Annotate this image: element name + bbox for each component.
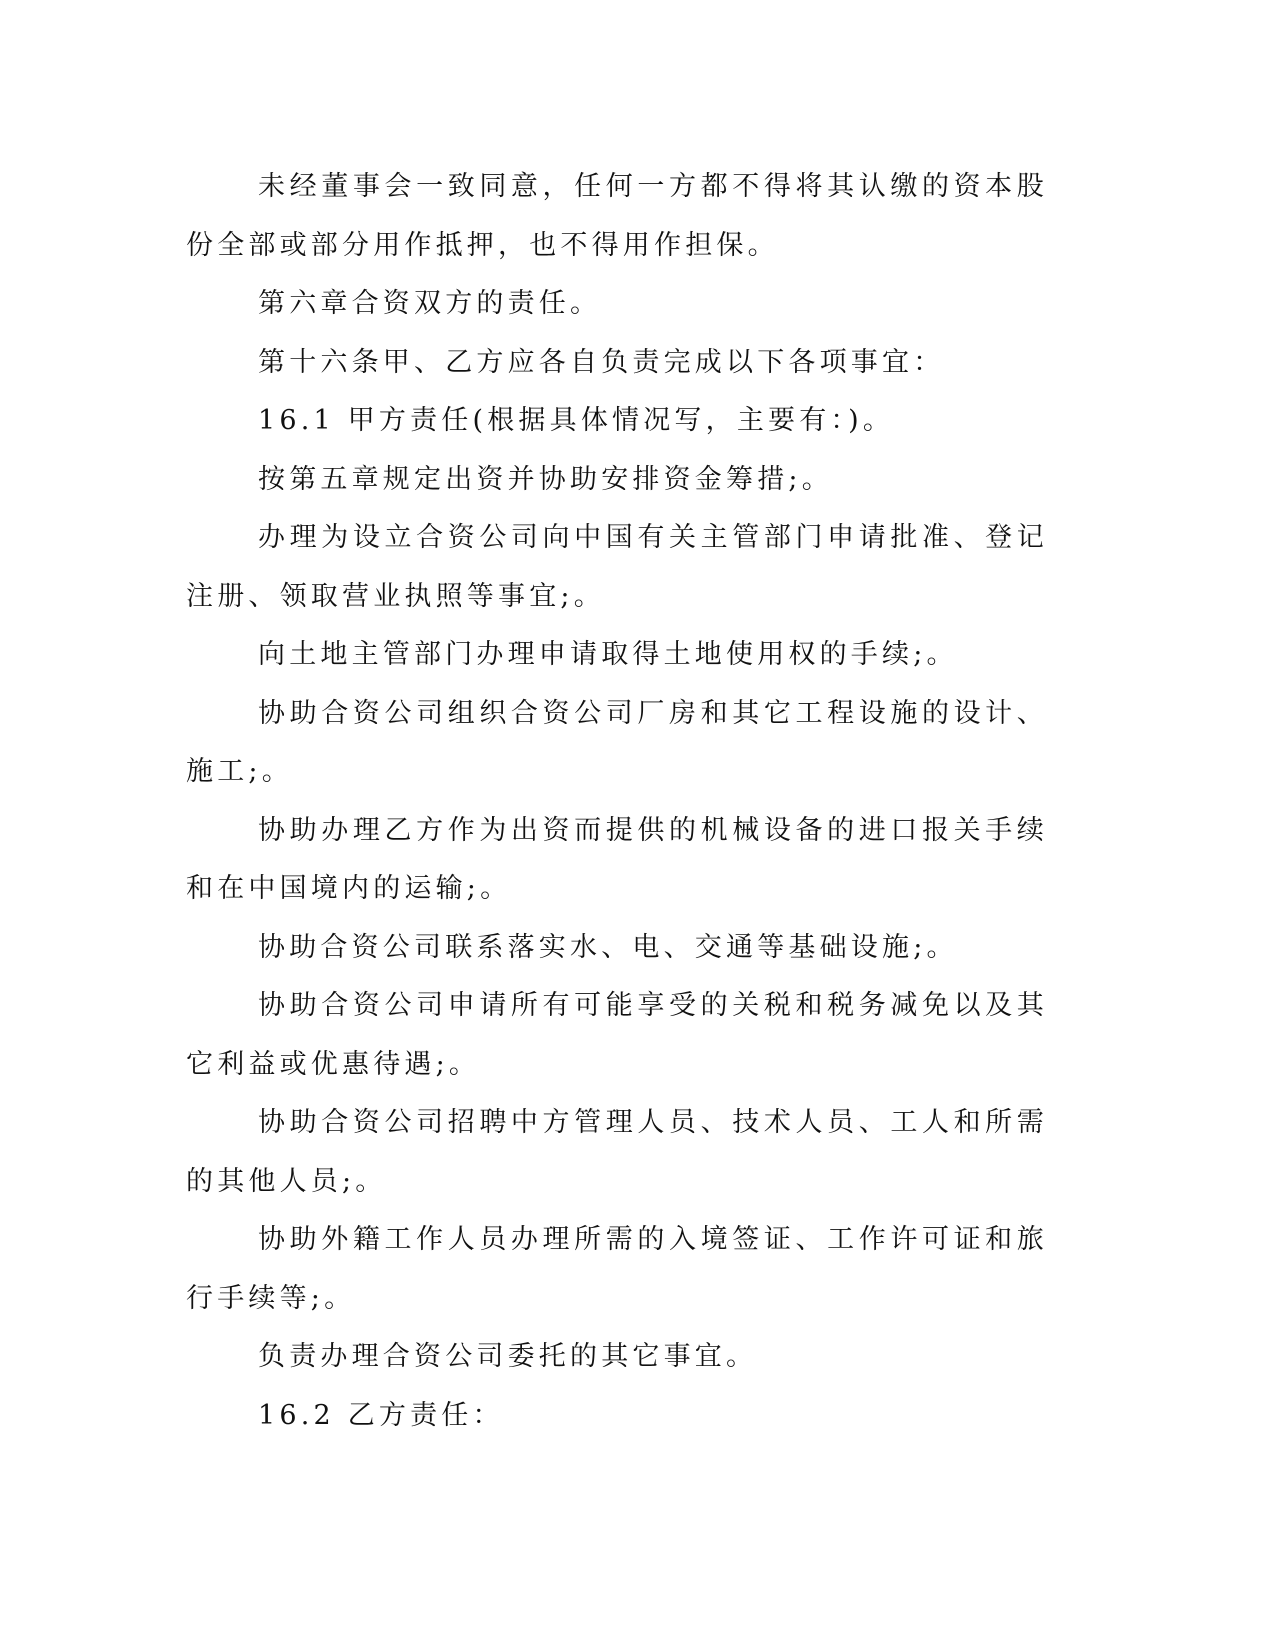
list-item: 协助办理乙方作为出资而提供的机械设备的进口报关手续和在中国境内的运输;。 (186, 814, 1048, 904)
list-item: 向土地主管部门办理申请取得土地使用权的手续;。 (258, 639, 958, 670)
article-heading: 第十六条甲、乙方应各自负责完成以下各项事宜： (258, 346, 945, 378)
list-item: 负责办理合资公司委托的其它事宜。 (258, 1341, 758, 1372)
list-item: 协助合资公司联系落实水、电、交通等基础设施;。 (258, 931, 958, 963)
section-heading-party-a: 16.1 甲方责任(根据具体情况写，主要有：)。 (258, 405, 895, 436)
paragraph-pledge-restriction: 未经董事会一致同意，任何一方都不得将其认缴的资本股份全部或部分用作抵押，也不得用作担保。 (186, 171, 1048, 261)
list-item: 协助外籍工作人员办理所需的入境签证、工作许可证和旅行手续等;。 (186, 1224, 1048, 1314)
document-body (186, 158, 1048, 1445)
chapter-heading: 第六章合资双方的责任。 (258, 288, 602, 319)
list-item: 办理为设立合资公司向中国有关主管部门申请批准、登记注册、领取营业执照等事宜;。 (186, 522, 1048, 612)
list-item: 协助合资公司招聘中方管理人员、技术人员、工人和所需的其他人员;。 (186, 1107, 1048, 1197)
list-item: 按第五章规定出资并协助安排资金筹措;。 (258, 463, 833, 495)
list-item: 协助合资公司组织合资公司厂房和其它工程设施的设计、施工;。 (186, 697, 1048, 787)
section-heading-party-b: 16.2 乙方责任： (258, 1399, 504, 1431)
list-item: 协助合资公司申请所有可能享受的关税和税务减免以及其它利益或优惠待遇;。 (186, 990, 1048, 1080)
